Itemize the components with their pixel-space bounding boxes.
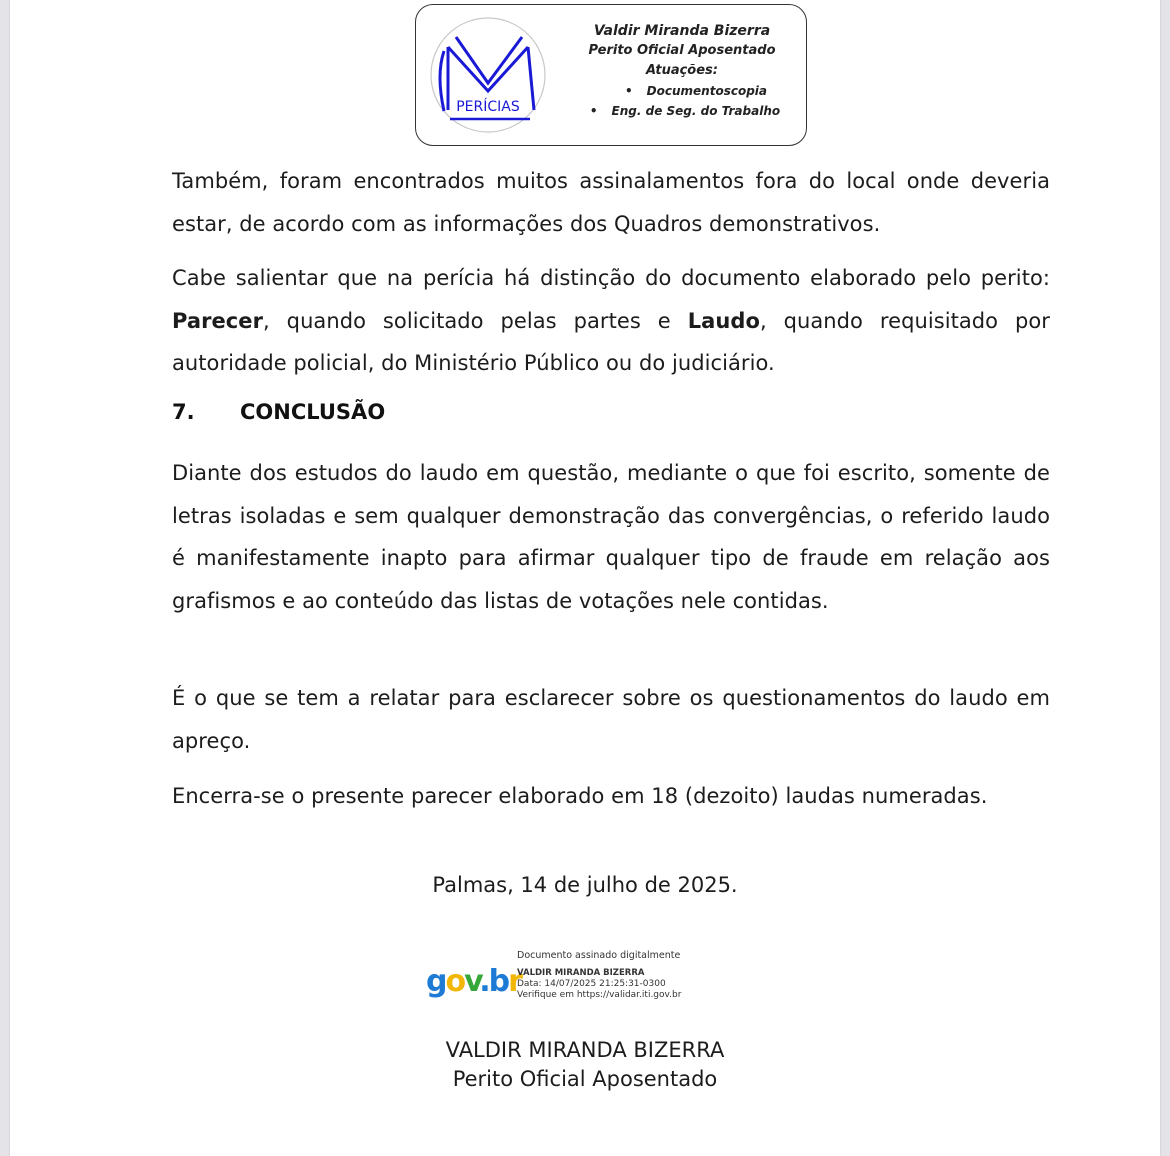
govbr-logo: gov.br — [426, 964, 521, 999]
text-run: , quando solicitado pelas partes e — [263, 308, 688, 333]
paragraph — [172, 677, 1050, 763]
document-page — [10, 0, 1160, 1156]
signature-caption: Documento assinado digitalmente — [517, 950, 681, 961]
letterhead-area-item: • Eng. de Seg. do Trabalho — [566, 101, 798, 121]
section-title: CONCLUSÃO — [240, 400, 386, 424]
pericias-logo — [426, 15, 551, 135]
paragraph — [172, 160, 1050, 245]
logo-text: PERÍCIAS — [456, 99, 520, 115]
letterhead-area-item: • Documentoscopia — [566, 81, 798, 101]
paragraph-text: É o que se tem a relatar para esclarecer sobre os questionamentos do laudo em apreço. — [172, 686, 1050, 753]
signer-block — [10, 1036, 1160, 1094]
letterhead-areas-label: Atuações: — [646, 63, 718, 78]
paragraph-text — [172, 257, 1050, 385]
letterhead-name: Valdir Miranda Bizerra — [593, 23, 771, 39]
paragraph-text: Diante dos estudos do laudo em questão, mediante o que foi escrito, somente de letras isoladas e sem qualquer demonstração das convergências, o referido laudo é manifestamente inapto para afirmar qualquer tipo de fraude em relação aos grafismos e ao conteúdo das listas de votações nele contidas. — [172, 461, 1050, 613]
signer-name: VALDIR MIRANDA BIZERRA — [445, 1038, 725, 1062]
signature-details — [517, 950, 681, 1001]
paragraph — [172, 257, 1050, 385]
signature-verify-link[interactable]: Verifique em https://validar.iti.gov.br — [517, 990, 682, 1000]
text-run: , quando requisitado por autoridade policial, do Ministério Público ou do judiciário. — [172, 308, 1050, 375]
signature-date: Data: 14/07/2025 21:25:31-0300 — [517, 979, 666, 989]
bold-term-laudo: Laudo — [687, 308, 760, 333]
letterhead-title: Perito Oficial Aposentado — [588, 43, 776, 58]
paragraph-text: Também, foram encontrados muitos assinalamentos fora do local onde deveria estar, de acordo com as informações dos Quadros demonstrativos. — [172, 169, 1050, 236]
paragraph-text: Encerra-se o presente parecer elaborado em 18 (dezoito) laudas numeradas. — [172, 784, 988, 808]
bold-term-parecer: Parecer — [172, 308, 263, 333]
letterhead — [415, 4, 807, 146]
signer-title: Perito Oficial Aposentado — [452, 1067, 718, 1091]
signature-signer: VALDIR MIRANDA BIZERRA — [517, 968, 645, 978]
letterhead-areas-list — [566, 81, 798, 121]
letterhead-text — [566, 21, 798, 121]
section-heading — [172, 400, 385, 424]
place-and-date: Palmas, 14 de julho de 2025. — [432, 873, 738, 897]
paragraph — [172, 452, 1050, 622]
text-run: Cabe salientar que na perícia há distinção do documento elaborado pelo perito: — [172, 266, 1050, 290]
paragraph — [172, 775, 1050, 818]
digital-signature-stamp — [426, 950, 726, 1010]
section-number: 7. — [172, 400, 195, 424]
